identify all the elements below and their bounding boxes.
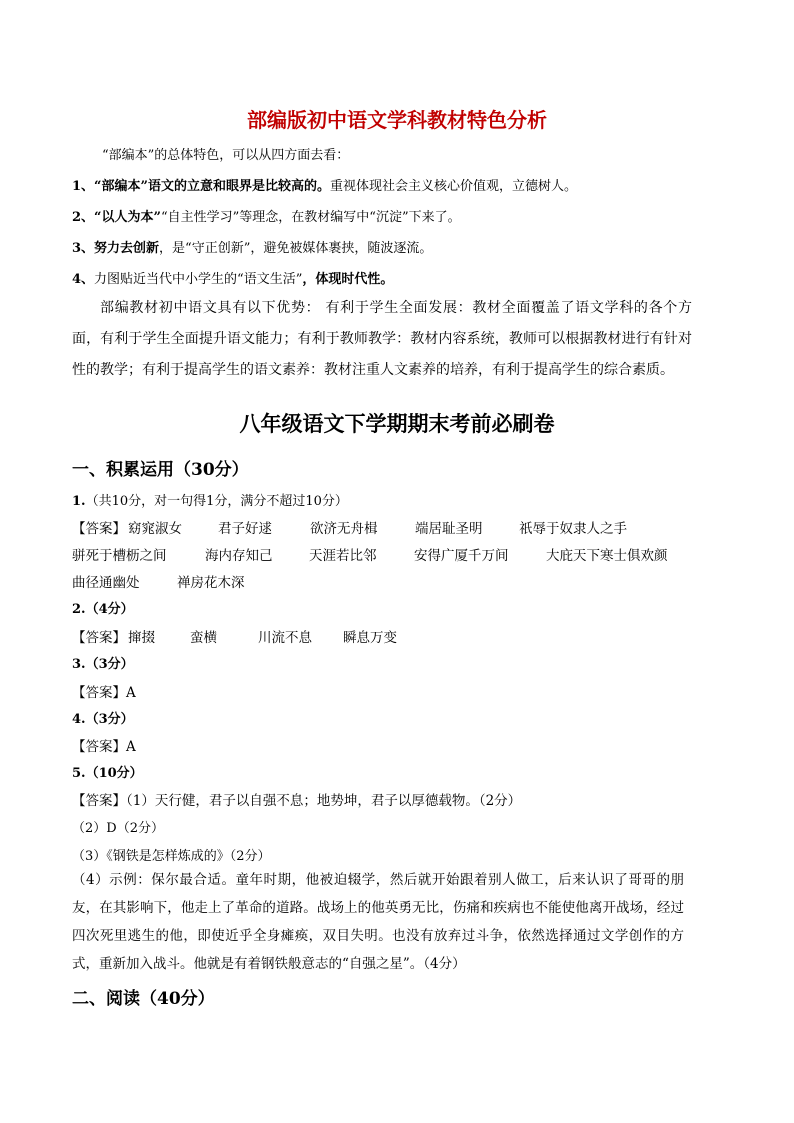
answer-phrase: 禅房花木深 — [177, 575, 245, 591]
advantages-paragraph: 部编教材初中语文具有以下优势： 有利于学生全面发展：教材全面覆盖了语文学科的各个方面，有利于学生全面提升语文能力；有利于教师教学：教材内容系统，教师可以根据教材进行有针对性的教学；有利于提高学生的语文素养：教材注重人文素养的培养，有利于提高学生的综合素质。 — [72, 300, 692, 378]
answer-text: （1）天行健，君子以自强不息；地势坤，君子以厚德载物。（2分） — [126, 793, 522, 809]
answer-phrase: 端居耻圣明 — [415, 521, 483, 537]
question-2-number: 2. — [72, 602, 86, 617]
question-4-note: （3分） — [85, 712, 134, 727]
answer-phrase: 撺掇 — [128, 630, 155, 646]
question-3-number: 3. — [72, 657, 86, 672]
question-5-heading — [72, 762, 143, 781]
question-4-number: 4. — [72, 712, 86, 727]
point-3 — [72, 237, 432, 256]
point-4-bold: ，体现时代性。 — [302, 272, 394, 287]
point-1-text: 重视体现社会主义核心价值观，立德树人。 — [330, 179, 578, 194]
question-3-answer — [72, 681, 136, 701]
question-1-heading — [72, 490, 348, 509]
question-5-number: 5. — [72, 766, 86, 781]
answer-phrase: 骈死于槽枥之间 — [72, 548, 167, 564]
answer-phrase: 天涯若比邻 — [309, 548, 377, 564]
question-4-answer — [72, 735, 136, 755]
question-5-answer-1 — [72, 789, 521, 809]
point-1-bold: 1、“部编本”语文的立意和眼界是比较高的。 — [72, 179, 331, 194]
question-2-note: （4分） — [85, 602, 134, 617]
answer-choice: A — [126, 739, 136, 755]
answer-label: 【答案】 — [72, 630, 126, 646]
section-2-heading: 二、阅读（40分） — [72, 989, 215, 1009]
question-5-answer-3: （3）《钢铁是怎样炼成的》（2分） — [72, 849, 271, 864]
point-2-text: “自主性学习”等理念，在教材编写中“沉淀”下来了。 — [161, 210, 461, 225]
answer-label: 【答案】 — [72, 739, 126, 755]
point-2-bold: 2、“以人为本” — [72, 210, 162, 225]
answer-label: 【答案】 — [72, 685, 126, 701]
section-1-heading: 一、积累运用（30分） — [72, 460, 249, 480]
point-4-text: 力图贴近当代中小学生的“语文生活” — [94, 272, 303, 287]
point-2 — [72, 206, 461, 225]
answer-choice: A — [126, 685, 136, 701]
answer-label: 【答案】 — [72, 793, 126, 809]
answer-phrase: 安得广厦千万间 — [414, 548, 509, 564]
intro-line: “部编本”的总体特色，可以从四方面去看： — [102, 148, 350, 163]
question-2-heading — [72, 598, 134, 617]
answer-phrase: 大庇天下寒士俱欢颜 — [546, 548, 668, 564]
answer-phrase: 欲济无舟楫 — [310, 521, 378, 537]
question-1-note: （共10分，对一句得1分，满分不超过10分） — [85, 494, 348, 509]
document-title: 部编版初中语文学科教材特色分析 — [247, 108, 547, 132]
answer-phrase: 君子好逑 — [218, 521, 272, 537]
answer-phrase: 窈窕淑女 — [128, 521, 182, 537]
point-3-bold: 3、努力去创新 — [72, 241, 160, 256]
point-4-prefix: 4、 — [72, 272, 95, 287]
point-1 — [72, 175, 577, 194]
question-5-answer-4: （4）示例：保尔最合适。童年时期，他被迫辍学，然后就开始跟着别人做工，后来认识了哥哥的朋友，在其影响下，他走上了革命的道路。战场上的他英勇无比，伤痛和疾病也不能使他离开战场，经过四次死里逃生的他，即使近乎全身瘫痪，双目失明。也没有放弃过斗争，依然选择通过文学创作的方式，重新加入战斗。他就是有着钢铁般意志的“自强之星”。（4分） — [72, 872, 684, 972]
question-5-answer-2: （2）D（2分） — [72, 821, 164, 836]
exam-title: 八年级语文下学期期末考前必刷卷 — [239, 411, 555, 436]
answer-phrase: 瞬息万变 — [343, 630, 397, 646]
point-3-text: ，是“守正创新”，避免被媒体裹挟，随波逐流。 — [159, 241, 433, 256]
question-3-note: （3分） — [85, 657, 134, 672]
point-4 — [72, 268, 393, 287]
answer-phrase: 曲径通幽处 — [72, 575, 140, 591]
answer-phrase: 蛮横 — [190, 630, 217, 646]
question-5-note: （10分） — [85, 766, 143, 781]
question-4-heading — [72, 708, 134, 727]
question-1-number: 1. — [72, 494, 86, 509]
answer-phrase: 祇辱于奴隶人之手 — [519, 521, 627, 537]
answer-phrase: 川流不息 — [258, 630, 312, 646]
answer-phrase: 海内存知己 — [205, 548, 273, 564]
question-3-heading — [72, 653, 134, 672]
answer-label: 【答案】 — [72, 521, 126, 537]
